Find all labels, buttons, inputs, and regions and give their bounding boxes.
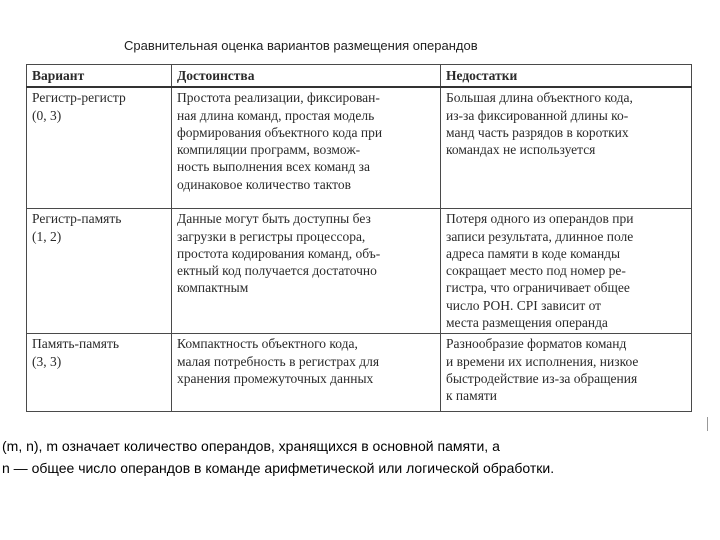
comparison-table: [26, 64, 692, 412]
cell-variant: Память-память (3, 3): [27, 334, 172, 412]
table-row: [27, 334, 692, 412]
cell-pros: Компактность объектного кода, малая потребность в регистрах для хранения промежуточных данных: [172, 334, 441, 412]
header-variant: Вариант: [27, 65, 172, 88]
scan-artifact-mark: [707, 417, 708, 431]
cell-pros: Простота реализации, фиксирован- ная длина команд, простая модель формирования объектного кода при компиляции программ, возмож- ность выполнения всех команд за одинаковое количество тактов: [172, 87, 441, 209]
cell-cons: Большая длина объектного кода, из-за фиксированной длины ко- манд часть разрядов в коротких командах не используется: [441, 87, 692, 209]
cell-cons: Разнообразие форматов команд и времени их исполнения, низкое быстродействие из-за обращения к памяти: [441, 334, 692, 412]
cell-variant: Регистр-память (1, 2): [27, 209, 172, 334]
header-pros: Достоинства: [172, 65, 441, 88]
table-row: [27, 87, 692, 209]
cell-variant: Регистр-регистр (0, 3): [27, 87, 172, 209]
table-row: [27, 209, 692, 334]
table-caption: Сравнительная оценка вариантов размещения операндов: [124, 38, 478, 53]
cell-cons: Потеря одного из операндов при записи результата, длинное поле адреса памяти в коде команды сокращает место под номер ре- гистра, что ограничивает общее число РОН. CPI зависит от места размещения операнда: [441, 209, 692, 334]
header-cons: Недостатки: [441, 65, 692, 88]
cell-pros: Данные могут быть доступны без загрузки в регистры процессора, простота кодирования команд, объ- ектный код получается достаточно компактным: [172, 209, 441, 334]
table-header-row: [27, 65, 692, 88]
footnote: (m, n), m означает количество операндов, хранящихся в основной памяти, а n — общее число операндов в команде арифметической или логической обработки.: [2, 438, 555, 476]
